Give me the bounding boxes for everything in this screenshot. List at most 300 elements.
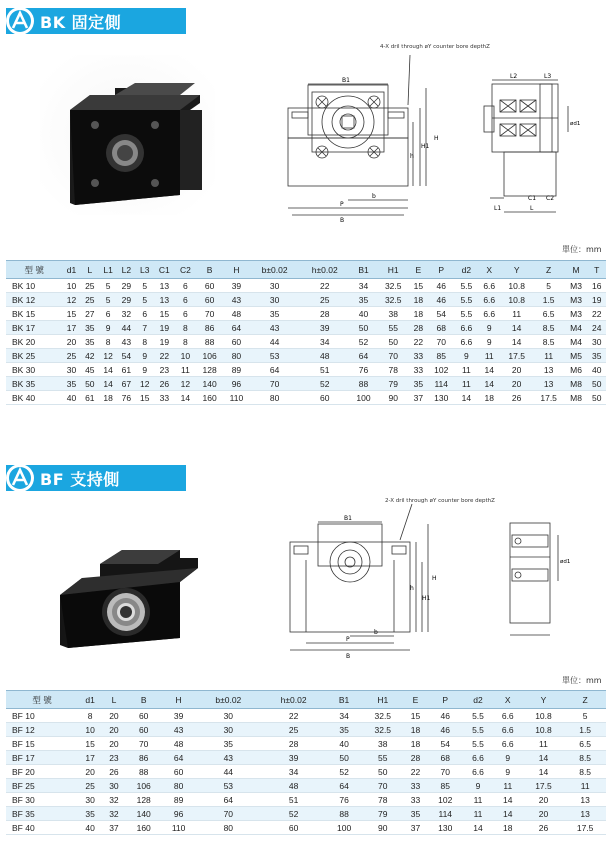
value-cell: M5 [565,349,588,363]
value-cell: 15 [154,307,175,321]
bf-dim-d1: ød1 [560,559,571,565]
value-cell: 35 [409,377,427,391]
value-cell: 29 [117,279,135,293]
value-cell: 79 [377,377,409,391]
value-cell: 14 [175,391,196,405]
value-cell: 22 [154,349,175,363]
value-cell: 70 [196,307,223,321]
value-cell: 140 [126,807,162,821]
value-cell: 27 [81,307,99,321]
value-cell: 5.5 [455,279,478,293]
value-cell: 52 [261,807,326,821]
value-cell: 114 [428,377,455,391]
value-cell: 114 [427,807,463,821]
value-cell: 14 [478,377,501,391]
value-cell: 85 [428,349,455,363]
bf-section-banner [6,465,186,491]
bf-dim-b1: B1 [344,515,352,522]
bk-col-header: E [409,261,427,279]
value-cell: 5.5 [455,307,478,321]
value-cell: 44 [117,321,135,335]
value-cell: 9 [493,765,523,779]
value-cell: 22 [587,307,606,321]
value-cell: 17.5 [564,821,606,835]
model-cell: BF 20 [6,765,78,779]
bk-col-header: B1 [350,261,377,279]
value-cell: 35 [81,335,99,349]
bk-col-header: X [478,261,501,279]
value-cell: 18 [99,391,117,405]
bk-col-header: L3 [136,261,154,279]
value-cell: 14 [523,765,565,779]
value-cell: 30 [250,279,300,293]
value-cell: 28 [300,307,350,321]
value-cell: 17.5 [533,391,565,405]
value-cell: 5 [136,293,154,307]
value-cell: 96 [223,377,249,391]
value-cell: 40 [62,391,80,405]
value-cell: 16 [587,279,606,293]
value-cell: 17 [78,751,102,765]
table-row [6,307,606,321]
value-cell: 20 [102,709,126,723]
value-cell: 60 [126,709,162,723]
table-row [6,709,606,723]
value-cell: 68 [428,321,455,335]
bf-col-header: d2 [463,691,493,709]
value-cell: 17 [62,321,80,335]
value-cell: 14 [493,807,523,821]
value-cell: 64 [250,363,300,377]
value-cell: 8 [99,335,117,349]
value-cell: 19 [154,321,175,335]
value-cell: 39 [261,751,326,765]
bk-dim-p: P [340,201,344,208]
value-cell: 23 [154,363,175,377]
value-cell: 5.5 [463,723,493,737]
value-cell: 9 [493,751,523,765]
bk-spec-table [6,260,606,405]
table-row [6,391,606,405]
bf-col-header: 型 號 [6,691,78,709]
value-cell: 37 [409,391,427,405]
value-cell: 106 [196,349,223,363]
value-cell: 96 [162,807,196,821]
value-cell: 13 [533,363,565,377]
bk-dim-h-total: H [434,135,439,142]
value-cell: 6.6 [463,751,493,765]
value-cell: 32 [117,307,135,321]
value-cell: 48 [300,349,350,363]
value-cell: 10 [175,349,196,363]
value-cell: 24 [587,321,606,335]
bf-col-header: Y [523,691,565,709]
brand-logo-icon [4,5,36,37]
value-cell: 20 [501,363,533,377]
value-cell: 6 [99,307,117,321]
value-cell: M4 [565,321,588,335]
value-cell: 76 [350,363,377,377]
value-cell: 50 [350,321,377,335]
value-cell: 53 [196,779,261,793]
value-cell: 22 [261,709,326,723]
bf-dim-h: h [410,585,414,592]
value-cell: 8.5 [564,751,606,765]
value-cell: 33 [404,779,428,793]
bf-spec-table [6,690,606,835]
value-cell: 13 [154,293,175,307]
value-cell: 106 [126,779,162,793]
value-cell: 60 [196,279,223,293]
value-cell: 7 [136,321,154,335]
value-cell: M4 [565,335,588,349]
bk-col-header: P [428,261,455,279]
bf-dim-h1: H1 [422,595,431,602]
bk-dim-h1: H1 [421,143,430,150]
value-cell: 14 [455,391,478,405]
value-cell: 8 [175,335,196,349]
value-cell: 89 [223,363,249,377]
value-cell: 52 [326,765,362,779]
value-cell: 5 [533,279,565,293]
value-cell: 50 [587,391,606,405]
value-cell: 32.5 [362,723,404,737]
value-cell: 35 [350,293,377,307]
bk-dim-b-total: B [340,217,345,224]
bf-col-header: h±0.02 [261,691,326,709]
value-cell: 28 [404,751,428,765]
bf-col-header: E [404,691,428,709]
value-cell: 35 [78,807,102,821]
value-cell: 11 [455,363,478,377]
value-cell: 28 [409,321,427,335]
value-cell: 14 [463,821,493,835]
model-cell: BF 15 [6,737,78,751]
value-cell: 80 [223,349,249,363]
value-cell: 8 [78,709,102,723]
value-cell: 70 [362,779,404,793]
bk-dim-l3: L3 [544,73,552,80]
value-cell: 46 [427,709,463,723]
value-cell: 70 [428,335,455,349]
value-cell: 43 [117,335,135,349]
value-cell: 9 [136,349,154,363]
value-cell: 54 [117,349,135,363]
value-cell: 100 [350,391,377,405]
value-cell: 32 [102,793,126,807]
value-cell: 10.8 [523,723,565,737]
value-cell: 25 [62,349,80,363]
bf-col-header: P [427,691,463,709]
value-cell: 13 [154,279,175,293]
value-cell: 43 [250,321,300,335]
value-cell: 70 [377,349,409,363]
value-cell: 6.6 [493,737,523,751]
value-cell: 19 [154,335,175,349]
value-cell: 25 [261,723,326,737]
value-cell: 35 [326,723,362,737]
value-cell: 30 [196,723,261,737]
bf-col-header: L [102,691,126,709]
value-cell: 20 [102,737,126,751]
value-cell: 42 [81,349,99,363]
value-cell: 6.6 [455,335,478,349]
bk-col-header: L2 [117,261,135,279]
model-cell: BF 17 [6,751,78,765]
value-cell: 1.5 [533,293,565,307]
bk-col-header: b±0.02 [250,261,300,279]
table-row [6,363,606,377]
value-cell: 11 [175,363,196,377]
value-cell: 6.6 [478,293,501,307]
value-cell: 11 [564,779,606,793]
value-cell: 35 [196,737,261,751]
value-cell: 160 [196,391,223,405]
bk-col-header: d1 [62,261,80,279]
bk-header-row [6,261,606,279]
value-cell: 45 [81,363,99,377]
bf-product-photo [40,520,215,660]
value-cell: 20 [78,765,102,779]
value-cell: 35 [587,349,606,363]
value-cell: 44 [196,765,261,779]
value-cell: 6.5 [533,307,565,321]
model-cell: BF 12 [6,723,78,737]
value-cell: M8 [565,377,588,391]
bk-drill-note: 4-X dril through øY counter bore depthZ [380,44,490,50]
table-row [6,293,606,307]
bf-col-header: B [126,691,162,709]
bf-col-header: X [493,691,523,709]
bk-dim-l2: L2 [510,73,518,80]
value-cell: 6.6 [478,279,501,293]
value-cell: 10 [78,723,102,737]
table-row [6,765,606,779]
value-cell: 12 [62,293,80,307]
value-cell: 34 [300,335,350,349]
value-cell: 78 [362,793,404,807]
value-cell: 78 [377,363,409,377]
value-cell: 12 [99,349,117,363]
value-cell: 30 [78,793,102,807]
bf-dim-h-total: H [432,575,437,582]
value-cell: 10.8 [523,709,565,723]
value-cell: 60 [126,723,162,737]
value-cell: 8.5 [533,321,565,335]
value-cell: 17.5 [501,349,533,363]
value-cell: 26 [154,377,175,391]
bf-col-header: H1 [362,691,404,709]
value-cell: 40 [587,363,606,377]
value-cell: 70 [250,377,300,391]
value-cell: 26 [501,391,533,405]
bf-col-header: b±0.02 [196,691,261,709]
value-cell: 25 [300,293,350,307]
bf-side-view-diagram [500,515,580,665]
model-cell: BK 25 [6,349,62,363]
value-cell: 70 [196,807,261,821]
value-cell: 60 [162,765,196,779]
bk-dim-h: h [410,153,414,160]
value-cell: 33 [154,391,175,405]
value-cell: 48 [162,737,196,751]
value-cell: 6 [136,307,154,321]
bf-front-view-diagram [270,490,495,665]
value-cell: 5 [564,709,606,723]
bk-col-header: Y [501,261,533,279]
value-cell: 6.6 [478,307,501,321]
value-cell: 15 [136,391,154,405]
value-cell: 25 [81,293,99,307]
bk-section-banner [6,8,186,34]
value-cell: 86 [196,321,223,335]
value-cell: 10 [62,279,80,293]
value-cell: 6.6 [463,765,493,779]
bk-col-header: T [587,261,606,279]
value-cell: 46 [427,723,463,737]
table-row [6,377,606,391]
value-cell: 60 [300,391,350,405]
value-cell: 61 [81,391,99,405]
table-row [6,737,606,751]
bk-col-header: H [223,261,249,279]
bf-col-header: d1 [78,691,102,709]
value-cell: 29 [117,293,135,307]
value-cell: 14 [493,793,523,807]
value-cell: 9 [455,349,478,363]
value-cell: 76 [117,391,135,405]
value-cell: 6 [175,293,196,307]
value-cell: 26 [523,821,565,835]
value-cell: 48 [223,307,249,321]
value-cell: 50 [587,377,606,391]
value-cell: 18 [493,821,523,835]
value-cell: 44 [250,335,300,349]
value-cell: 25 [81,279,99,293]
value-cell: 64 [326,779,362,793]
value-cell: 35 [81,321,99,335]
value-cell: 14 [501,335,533,349]
value-cell: 18 [478,391,501,405]
value-cell: 39 [300,321,350,335]
value-cell: 64 [350,349,377,363]
value-cell: 40 [350,307,377,321]
value-cell: 9 [478,335,501,349]
value-cell: 54 [427,737,463,751]
value-cell: 64 [196,793,261,807]
value-cell: 39 [162,709,196,723]
value-cell: 15 [78,737,102,751]
value-cell: 46 [428,279,455,293]
model-cell: BK 20 [6,335,62,349]
value-cell: 90 [362,821,404,835]
value-cell: 90 [377,391,409,405]
value-cell: 10.8 [501,279,533,293]
value-cell: 6.6 [493,723,523,737]
bf-dim-b-total: B [346,653,351,660]
value-cell: 9 [478,321,501,335]
bk-dim-d1: ød1 [570,121,581,127]
value-cell: 52 [350,335,377,349]
value-cell: 53 [250,349,300,363]
value-cell: 30 [587,335,606,349]
value-cell: 12 [175,377,196,391]
value-cell: 14 [478,363,501,377]
value-cell: 14 [501,321,533,335]
value-cell: M3 [565,307,588,321]
value-cell: 50 [81,377,99,391]
value-cell: 68 [427,751,463,765]
value-cell: 55 [377,321,409,335]
table-row [6,751,606,765]
value-cell: 10.8 [501,293,533,307]
value-cell: 51 [300,363,350,377]
value-cell: 102 [428,363,455,377]
bf-dim-b: b [374,629,378,636]
value-cell: 88 [326,807,362,821]
value-cell: 6 [175,279,196,293]
bk-product-photo [40,55,215,215]
bk-col-header: Z [533,261,565,279]
bf-unit-label: 單位：mm [562,676,602,685]
value-cell: 34 [326,709,362,723]
value-cell: M3 [565,293,588,307]
bk-section-title: BK 固定側 [40,12,122,32]
bk-unit-label: 單位：mm [562,245,602,254]
value-cell: 18 [404,723,428,737]
value-cell: 20 [523,807,565,821]
value-cell: 15 [404,709,428,723]
value-cell: 60 [261,821,326,835]
value-cell: 6 [175,307,196,321]
model-cell: BK 17 [6,321,62,335]
value-cell: 32 [102,807,126,821]
value-cell: 64 [223,321,249,335]
value-cell: 61 [117,363,135,377]
value-cell: 18 [409,293,427,307]
value-cell: 128 [126,793,162,807]
value-cell: 88 [126,765,162,779]
value-cell: 128 [196,363,223,377]
value-cell: 30 [196,709,261,723]
brand-logo-icon [4,462,36,494]
value-cell: 60 [223,335,249,349]
value-cell: 5.5 [455,293,478,307]
value-cell: 48 [261,779,326,793]
bf-header-row [6,691,606,709]
value-cell: 140 [196,377,223,391]
bk-dim-l: L [530,205,534,212]
value-cell: 11 [533,349,565,363]
model-cell: BF 40 [6,821,78,835]
value-cell: 14 [99,377,117,391]
value-cell: 5.5 [463,737,493,751]
value-cell: 9 [463,779,493,793]
value-cell: 35 [62,377,80,391]
value-cell: 110 [162,821,196,835]
value-cell: 5 [99,279,117,293]
value-cell: 80 [196,821,261,835]
value-cell: 33 [409,349,427,363]
value-cell: 17.5 [523,779,565,793]
bk-col-header: h±0.02 [300,261,350,279]
value-cell: 39 [223,279,249,293]
model-cell: BF 10 [6,709,78,723]
model-cell: BK 15 [6,307,62,321]
value-cell: 6.5 [564,737,606,751]
value-cell: 55 [362,751,404,765]
table-row [6,723,606,737]
